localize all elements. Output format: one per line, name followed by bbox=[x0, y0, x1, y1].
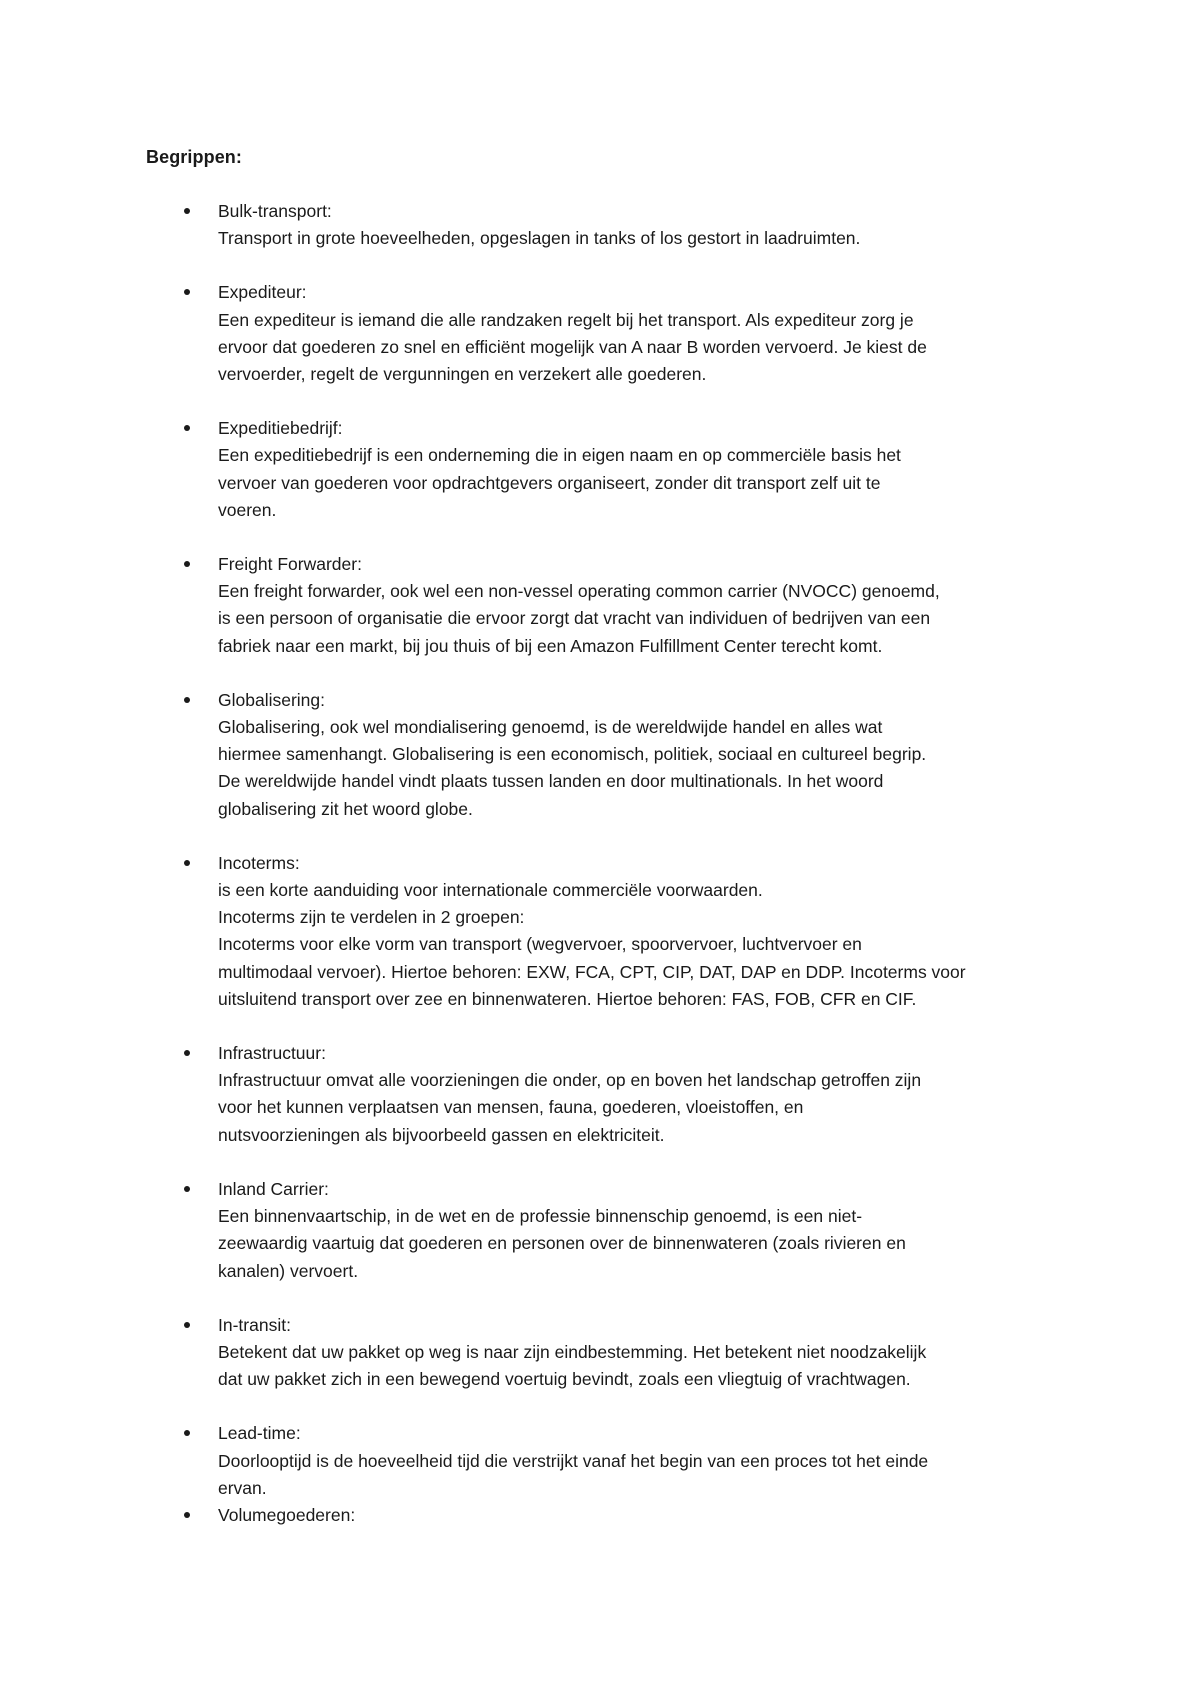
term-definition-line: voeren. bbox=[218, 499, 277, 520]
term-definition-line: Een binnenvaartschip, in de wet en de professie binnenschip genoemd, is een niet- bbox=[218, 1206, 863, 1227]
bullet-icon bbox=[184, 697, 190, 703]
term-item bbox=[146, 1176, 1066, 1285]
term-title: Inland Carrier: bbox=[218, 1178, 329, 1199]
term-item bbox=[146, 1502, 1066, 1529]
term-title: Globalisering: bbox=[218, 689, 325, 710]
term-list bbox=[146, 198, 1066, 1529]
term-definition-line: zeewaardig vaartuig dat goederen en personen over de binnenwateren (zoals rivieren en bbox=[218, 1233, 906, 1254]
bullet-icon bbox=[184, 1186, 190, 1192]
term-item bbox=[146, 198, 1066, 252]
term-definition-line: hiermee samenhangt. Globalisering is een economisch, politiek, sociaal en cultureel begrip. bbox=[218, 744, 927, 765]
term-definition-line: Een expeditiebedrijf is een onderneming die in eigen naam en op commerciële basis het bbox=[218, 445, 901, 466]
term-definition-line: dat uw pakket zich in een bewegend voertuig bevindt, zoals een vliegtuig of vrachtwagen. bbox=[218, 1369, 911, 1390]
bullet-icon bbox=[184, 208, 190, 214]
term-item bbox=[146, 1312, 1066, 1394]
term-definition-line: Betekent dat uw pakket op weg is naar zijn eindbestemming. Het betekent niet noodzakelijk bbox=[218, 1341, 927, 1362]
term-item bbox=[146, 1420, 1066, 1502]
term-title: Freight Forwarder: bbox=[218, 554, 362, 575]
term-title: Volumegoederen: bbox=[218, 1504, 356, 1525]
term-definition-line: Een freight forwarder, ook wel een non-vessel operating common carrier (NVOCC) genoemd, bbox=[218, 581, 940, 602]
term-definition-line: voor het kunnen verplaatsen van mensen, fauna, goederen, vloeistoffen, en bbox=[218, 1097, 804, 1118]
term-item bbox=[146, 551, 1066, 660]
bullet-icon bbox=[184, 561, 190, 567]
term-title: Lead-time: bbox=[218, 1423, 301, 1444]
term-title: In-transit: bbox=[218, 1314, 291, 1335]
term-item bbox=[146, 415, 1066, 524]
document-heading: Begrippen: bbox=[146, 147, 243, 167]
term-definition-line: vervoer van goederen voor opdrachtgevers organiseert, zonder dit transport zelf uit te bbox=[218, 472, 881, 493]
term-definition-line: fabriek naar een markt, bij jou thuis of bij een Amazon Fulfillment Center terecht komt. bbox=[218, 635, 883, 656]
term-definition-line: ervan. bbox=[218, 1477, 267, 1498]
term-title: Incoterms: bbox=[218, 852, 300, 873]
term-definition-line: Incoterms voor elke vorm van transport (wegvervoer, spoorvervoer, luchtvervoer en bbox=[218, 934, 862, 955]
term-item bbox=[146, 850, 1066, 1013]
term-title: Bulk-transport: bbox=[218, 201, 332, 221]
term-item bbox=[146, 687, 1066, 823]
term-definition-line: globalisering zit het woord globe. bbox=[218, 798, 473, 819]
bullet-icon bbox=[184, 1512, 190, 1518]
term-definition-line: Incoterms zijn te verdelen in 2 groepen: bbox=[218, 907, 525, 928]
bullet-icon bbox=[184, 1050, 190, 1056]
term-item bbox=[146, 1040, 1066, 1149]
document-body bbox=[146, 144, 1066, 1556]
term-definition-line: Globalisering, ook wel mondialisering genoemd, is de wereldwijde handel en alles wat bbox=[218, 717, 883, 738]
term-definition-line: Infrastructuur omvat alle voorzieningen die onder, op en boven het landschap getroffen zijn bbox=[218, 1070, 922, 1091]
bullet-icon bbox=[184, 1322, 190, 1328]
term-definition-line: ervoor dat goederen zo snel en efficiënt mogelijk van A naar B worden vervoerd. Je kiest de bbox=[218, 336, 927, 357]
term-title: Expeditiebedrijf: bbox=[218, 418, 343, 439]
term-definition-line: Transport in grote hoeveelheden, opgeslagen in tanks of los gestort in laadruimten. bbox=[218, 228, 861, 249]
term-definition-line: nutsvoorzieningen als bijvoorbeeld gassen en elektriciteit. bbox=[218, 1124, 665, 1145]
term-item bbox=[146, 279, 1066, 388]
bullet-icon bbox=[184, 289, 190, 295]
bullet-icon bbox=[184, 425, 190, 431]
term-definition-line: is een persoon of organisatie die ervoor zorgt dat vracht van individuen of bedrijven van een bbox=[218, 608, 931, 629]
term-definition-line: Een expediteur is iemand die alle randzaken regelt bij het transport. Als expediteur zorg je bbox=[218, 309, 914, 330]
term-definition-line: multimodaal vervoer). Hiertoe behoren: EXW, FCA, CPT, CIP, DAT, DAP en DDP. Incoterms voor bbox=[218, 961, 966, 982]
bullet-icon bbox=[184, 860, 190, 866]
term-title: Expediteur: bbox=[218, 282, 307, 303]
term-definition-line: is een korte aanduiding voor internationale commerciële voorwaarden. bbox=[218, 880, 763, 901]
term-definition-line: Doorlooptijd is de hoeveelheid tijd die verstrijkt vanaf het begin van een proces tot het einde bbox=[218, 1450, 929, 1471]
term-definition-line: kanalen) vervoert. bbox=[218, 1260, 359, 1281]
term-definition-line: vervoerder, regelt de vergunningen en verzekert alle goederen. bbox=[218, 364, 707, 385]
term-title: Infrastructuur: bbox=[218, 1043, 326, 1064]
term-definition-line: uitsluitend transport over zee en binnenwateren. Hiertoe behoren: FAS, FOB, CFR en CIF. bbox=[218, 988, 917, 1009]
term-definition-line: De wereldwijde handel vindt plaats tussen landen en door multinationals. In het woord bbox=[218, 771, 884, 792]
bullet-icon bbox=[184, 1430, 190, 1436]
